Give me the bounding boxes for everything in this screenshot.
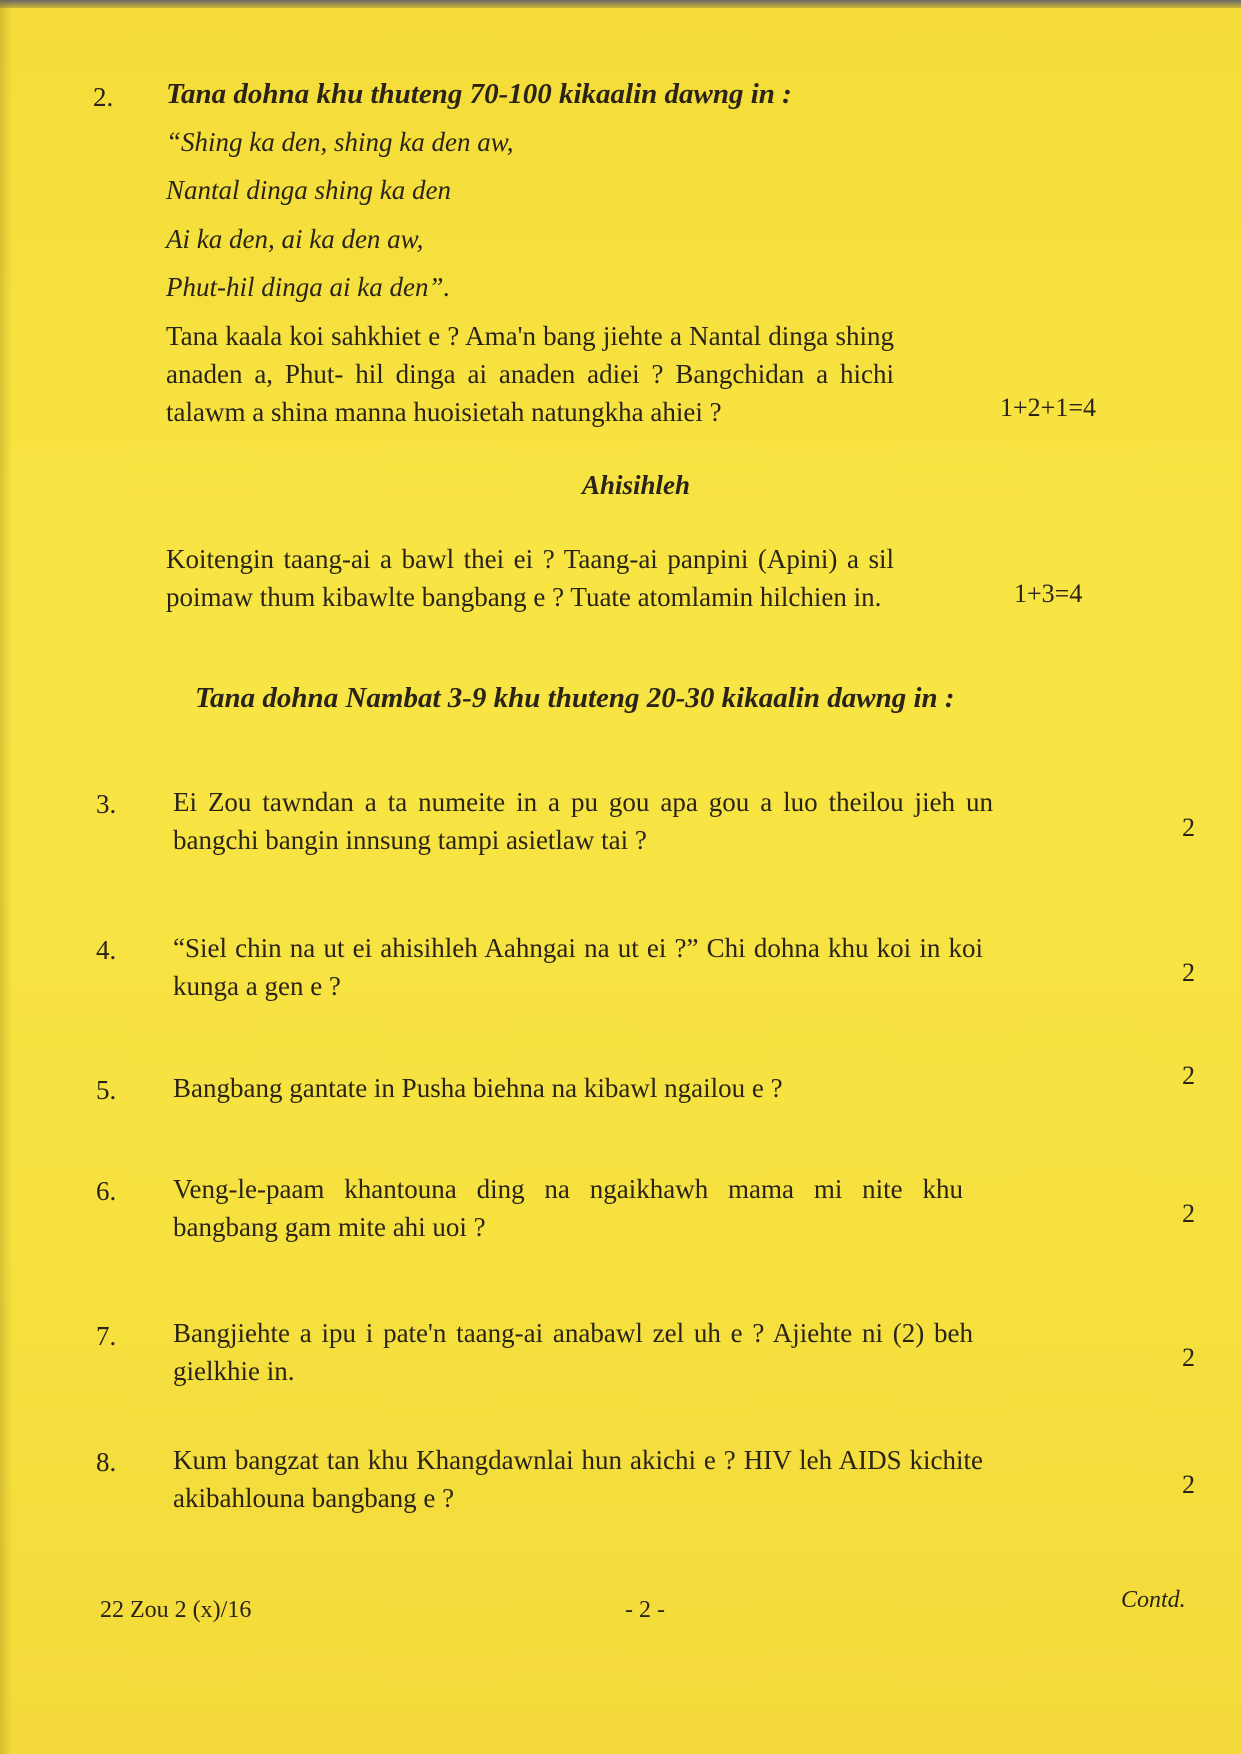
question-5-number: 5. xyxy=(96,1075,117,1105)
question-4-text: “Siel chin na ut ei ahisihleh Aahngai na ut ei ?” Chi dohna khu koi in koi kunga a gen e ? xyxy=(173,933,983,1001)
question-2-instruction: Tana dohna khu thuteng 70-100 kikaalin dawng in : xyxy=(166,78,792,110)
question-2-marks: 1+2+1=4 xyxy=(1000,393,1096,422)
continued-label: Contd. xyxy=(1121,1587,1186,1613)
question-7-marks: 2 xyxy=(1182,1343,1195,1372)
question-5-text: Bangbang gantate in Pusha biehna na kibawl ngailou e ? xyxy=(173,1073,783,1103)
question-2-number: 2. xyxy=(93,82,114,112)
alternative-question-marks: 1+3=4 xyxy=(1014,579,1083,608)
question-7-number: 7. xyxy=(96,1321,117,1351)
alternative-heading: Ahisihleh xyxy=(582,470,691,500)
question-6-number: 6. xyxy=(96,1176,117,1206)
question-7-text: Bangjiehte a ipu i pate'n taang-ai anabawl zel uh e ? Ajiehte ni (2) beh gielkhie in. xyxy=(173,1318,973,1386)
question-3-marks: 2 xyxy=(1182,813,1195,842)
question-6-text: Veng-le-paam khantouna ding na ngaikhawh mama mi nite khu bangbang gam mite ahi uoi ? xyxy=(173,1174,963,1242)
scan-left-shadow xyxy=(0,0,12,1754)
question-3-text: Ei Zou tawndan a ta numeite in a pu gou apa gou a luo theilou jieh un bangchi bangin innsung tampi asietlaw tai ? xyxy=(173,787,993,855)
question-8-marks: 2 xyxy=(1182,1470,1195,1499)
question-2-text: Tana kaala koi sahkhiet e ? Ama'n bang jiehte a Nantal dinga shing anaden a, Phut- hil dinga ai anaden adiei ? Bangchidan a hichi talawm a shina manna huoisietah natungkha ahiei ? xyxy=(166,321,894,427)
poem-line-3: Ai ka den, ai ka den aw, xyxy=(166,224,424,254)
poem-line-1: “Shing ka den, shing ka den aw, xyxy=(166,127,514,157)
alternative-question-text: Koitengin taang-ai a bawl thei ei ? Taang-ai panpini (Apini) a sil poimaw thum kibawlte bangbang e ? Tuate atomlamin hilchien in. xyxy=(166,544,894,612)
poem-line-2: Nantal dinga shing ka den xyxy=(166,175,451,205)
question-5-marks: 2 xyxy=(1182,1061,1195,1090)
question-6-marks: 2 xyxy=(1182,1199,1195,1228)
page-number: - 2 - xyxy=(625,1597,665,1623)
question-4-number: 4. xyxy=(96,935,117,965)
scan-top-edge xyxy=(0,0,1241,8)
question-8-number: 8. xyxy=(96,1447,117,1477)
paper-code: 22 Zou 2 (x)/16 xyxy=(100,1597,252,1623)
question-3-number: 3. xyxy=(96,789,117,819)
question-8-text: Kum bangzat tan khu Khangdawnlai hun akichi e ? HIV leh AIDS kichite akibahlouna bangbang e ? xyxy=(173,1445,983,1513)
question-4-marks: 2 xyxy=(1182,958,1195,987)
poem-line-4: Phut-hil dinga ai ka den”. xyxy=(166,272,451,302)
section-instruction: Tana dohna Nambat 3-9 khu thuteng 20-30 kikaalin dawng in : xyxy=(195,682,955,714)
